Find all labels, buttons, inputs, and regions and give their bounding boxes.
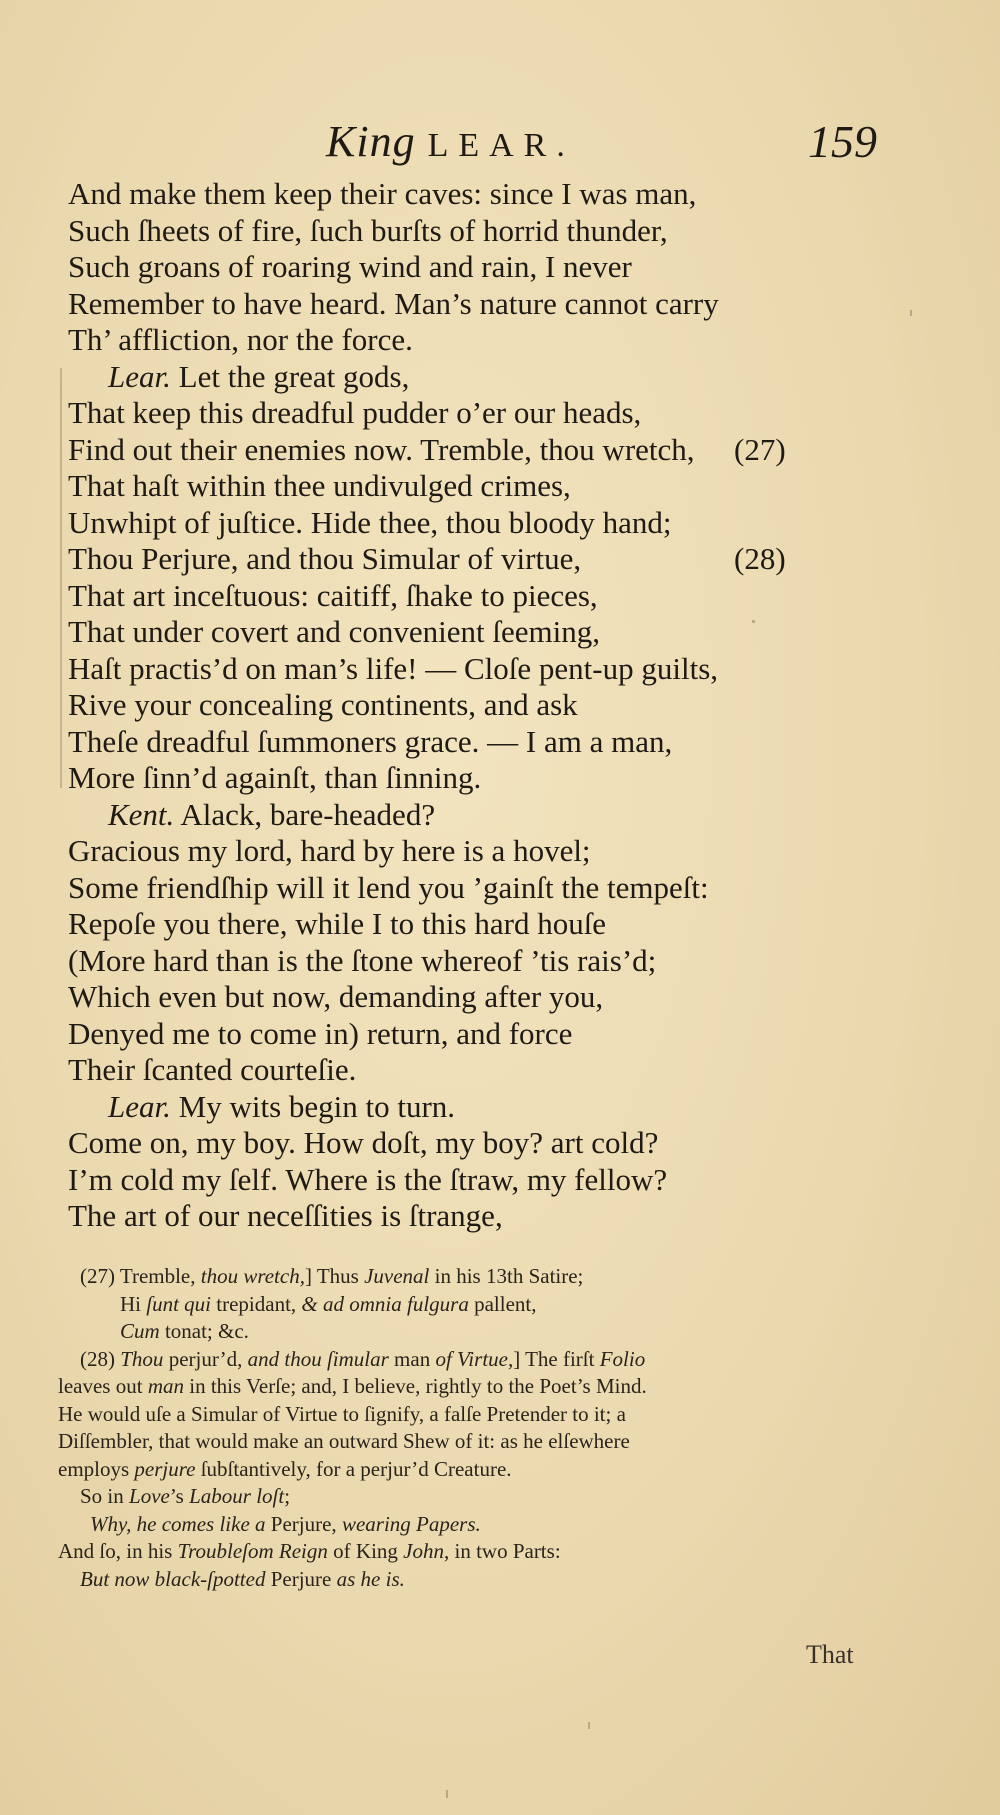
verse-line-text: Thou Perjure, and thou Simular of virtue,: [68, 541, 582, 576]
footnote-28-quote-line: But now black-ſpotted Perjure as he is.: [80, 1566, 405, 1591]
footnote-28-line: He would uſe a Simular of Virtue to ſignify, a falſe Pretender to it; a: [58, 1401, 626, 1426]
verse-line-text: And make them keep their caves: since I was man,: [68, 176, 697, 211]
verse-line-text: That under covert and convenient ſeeming,: [68, 614, 600, 649]
verse-line: [68, 176, 918, 213]
paper-speck: [588, 1722, 590, 1729]
paper-speck: [446, 1790, 448, 1798]
verse-line-text: Let the great gods,: [170, 358, 410, 394]
verse-line-text: (More hard than is the ſtone whereof ’tis rais’d;: [68, 942, 657, 978]
verse-line-text: Which even but now, demanding after you,: [68, 979, 604, 1014]
verse-line-text: That keep this dreadful pudder o’er our heads,: [68, 395, 642, 430]
verse-line-text: That art inceſtuous: caitiff, ſhake to pieces,: [68, 577, 598, 613]
footnote-27-quote-line: Cum tonat; &c.: [120, 1319, 249, 1343]
verse-line-text: Repoſe you there, while I to this hard houſe: [68, 906, 607, 941]
footnote-28-line: leaves out man in this Verſe; and, I believe, rightly to the Poet’s Mind.: [58, 1374, 647, 1398]
footnote-28-line: So in Love’s Labour loſt;: [80, 1484, 291, 1508]
footnote-28-line: And ſo, in his Troubleſom Reign of King John, in two Parts:: [58, 1539, 561, 1563]
verse-line-text: More ſinn’d againſt, than ſinning.: [68, 760, 482, 795]
verse-line-text: Find out their enemies now. Tremble, thou wretch,: [68, 431, 695, 467]
verse-line: [68, 651, 918, 688]
speaker-name: Kent.: [108, 796, 175, 832]
verse-line: [68, 505, 918, 542]
verse-line: [68, 687, 918, 724]
margin-rule: [60, 368, 62, 788]
verse-line: [68, 1125, 918, 1162]
verse-line: [68, 760, 918, 797]
footnotes: [58, 1263, 928, 1593]
verse-line: [68, 1089, 918, 1126]
verse-line: [68, 1198, 918, 1235]
verse-line: [68, 1016, 918, 1053]
paper-speck: [910, 310, 912, 316]
footnote-27-line: (27) Tremble, thou wretch,] Thus Juvenal in his 13th Satire;: [80, 1264, 584, 1288]
verse-line-text: Come on, my boy. How doſt, my boy? art cold?: [68, 1125, 659, 1160]
verse-line-text: Rive your concealing continents, and ask: [68, 687, 578, 722]
verse-line-text: I’m cold my ſelf. Where is the ſtraw, my fellow?: [68, 1161, 668, 1197]
verse-line: [68, 1052, 918, 1089]
footnote-27-quote-line: Hi ſunt qui trepidant, & ad omnia fulgura pallent,: [120, 1291, 537, 1316]
verse-line: [68, 322, 918, 359]
verse-line: [68, 1162, 918, 1199]
footnote-reference: (27): [734, 431, 786, 467]
verse-line-text: Remember to have heard. Man’s nature cannot carry: [68, 285, 719, 321]
paper-speck: [752, 620, 755, 623]
verse-line-text: Some friendſhip will it lend you ’gainſt the tempeſt:: [68, 869, 709, 905]
verse-line-text: Denyed me to come in) return, and force: [68, 1015, 573, 1051]
page-number: 159: [808, 116, 877, 167]
verse-line-text: The art of our neceſſities is ſtrange,: [68, 1198, 503, 1233]
running-title: [326, 112, 575, 176]
verse-line-text: My wits begin to turn.: [170, 1088, 456, 1124]
footnote-28-line: employs perjure ſubſtantively, for a perjur’d Creature.: [58, 1456, 512, 1481]
running-title-king: King: [326, 117, 416, 166]
verse-line: [68, 724, 918, 761]
verse-line: [68, 906, 918, 943]
verse-line-text: Their ſcanted courteſie.: [68, 1052, 357, 1087]
verse-line: [68, 468, 918, 505]
footnote-28-line: Diſſembler, that would make an outward Shew of it: as he elſewhere: [58, 1429, 630, 1453]
verse-text: [68, 176, 918, 1235]
verse-line: [68, 979, 918, 1016]
verse-line-text: Haſt practis’d on man’s life! — Cloſe pent-up guilts,: [68, 650, 719, 686]
verse-line: [68, 286, 918, 323]
footnote-28-quote-line: Why, he comes like a Perjure, wearing Papers.: [90, 1511, 481, 1536]
verse-line-text: Gracious my lord, hard by here is a hovel;: [68, 833, 591, 868]
verse-line: [68, 249, 918, 286]
verse-line: [68, 395, 918, 432]
speaker-name: Lear.: [108, 358, 171, 394]
footnote-28-line: (28) Thou perjur’d, and thou ſimular man of Virtue,] The firſt Folio: [80, 1346, 646, 1371]
running-title-lear: LEAR.: [427, 127, 575, 164]
catchword: That: [806, 1640, 854, 1669]
verse-line: [68, 578, 918, 615]
verse-line-text: Th’ affliction, nor the force.: [68, 322, 413, 357]
verse-line: [68, 614, 918, 651]
verse-line-text: Such groans of roaring wind and rain, I never: [68, 249, 632, 284]
verse-line-text: Theſe dreadful ſummoners grace. — I am a man,: [68, 723, 673, 759]
verse-line: [68, 213, 918, 250]
speaker-name: Lear.: [108, 1088, 171, 1124]
footnote-reference: (28): [734, 541, 786, 576]
verse-line: [68, 943, 918, 980]
verse-line: [68, 359, 918, 396]
verse-line: [68, 432, 918, 469]
page-header: [0, 112, 1000, 172]
verse-line-text: Such ſheets of fire, ſuch burſts of horrid thunder,: [68, 212, 668, 248]
verse-line-text: Unwhipt of juſtice. Hide thee, thou bloody hand;: [68, 504, 672, 540]
verse-line-text: That haſt within thee undivulged crimes,: [68, 468, 571, 503]
verse-line: [68, 541, 918, 578]
verse-line: [68, 870, 918, 907]
verse-line: [68, 797, 918, 834]
verse-line: [68, 833, 918, 870]
verse-line-text: Alack, bare-headed?: [174, 796, 436, 832]
